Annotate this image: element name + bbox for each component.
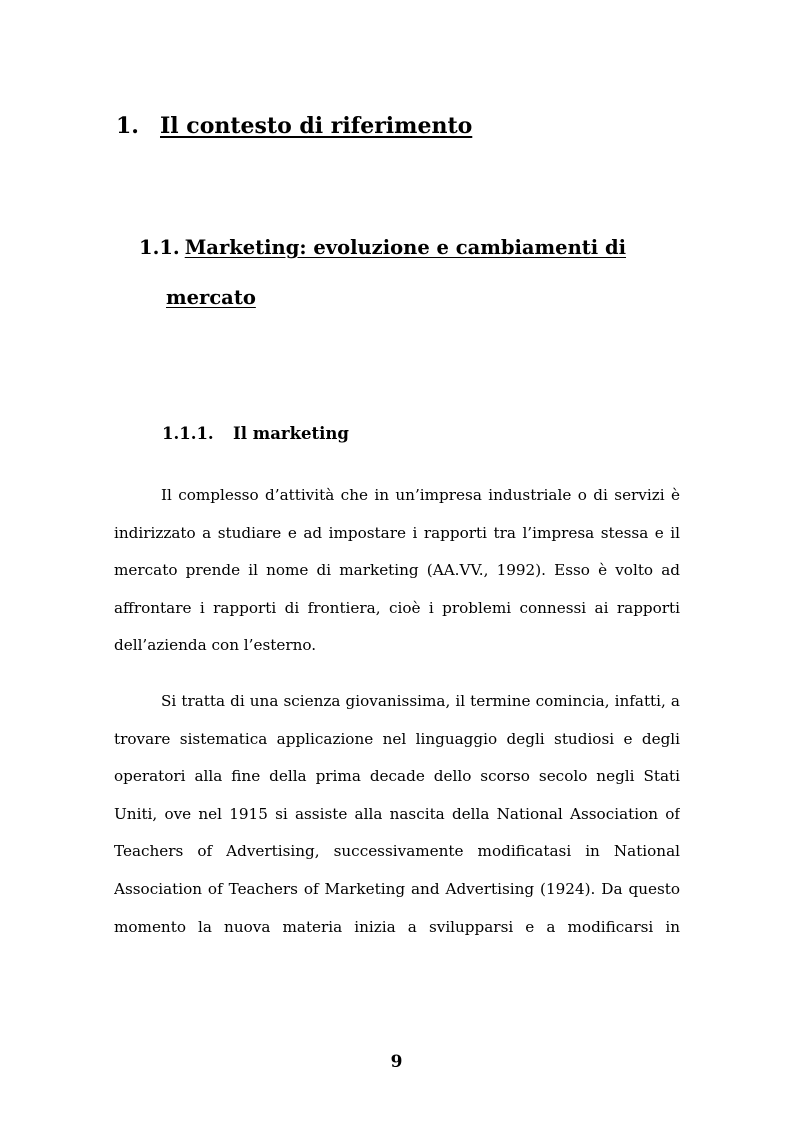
chapter-number: 1. (116, 113, 139, 139)
subsection-title: Il marketing (233, 424, 349, 443)
chapter-heading (116, 113, 472, 139)
subsection-heading (162, 424, 349, 443)
section-heading (139, 236, 626, 259)
body-paragraph-2: Si tratta di una scienza giovanissima, il termine comincia, infatti, a trovare sistematica applicazione nel linguaggio degli studiosi e degli operatori alla fine della prima decade dello scorso secolo negli Stati Uniti, ove nel 1915 si assiste alla nascita della National Association of Teachers of Advertising, successivamente modificatasi in National Association of Teachers of Marketing and Advertising (1924). Da questo momento la nuova materia inizia a svilupparsi e a modificarsi in (114, 692, 680, 936)
page-number: 9 (390, 1052, 403, 1072)
section-number: 1.1. (139, 236, 180, 259)
section-title-line1: Marketing: evoluzione e cambiamenti di (184, 236, 627, 259)
subsection-number: 1.1.1. (162, 424, 214, 443)
section-title-line2: mercato (166, 286, 256, 309)
chapter-title: Il contesto di riferimento (160, 113, 473, 139)
body-paragraph-1: Il complesso d’attività che in un’impresa industriale o di servizi è indirizzato a studiare e ad impostare i rapporti tra l’impresa stessa e il mercato prende il nome di marketing (AA.VV., 1992). Esso è volto ad affrontare i rapporti di frontiera, cioè i problemi connessi ai rapporti dell’azienda con l’esterno. (114, 486, 680, 655)
